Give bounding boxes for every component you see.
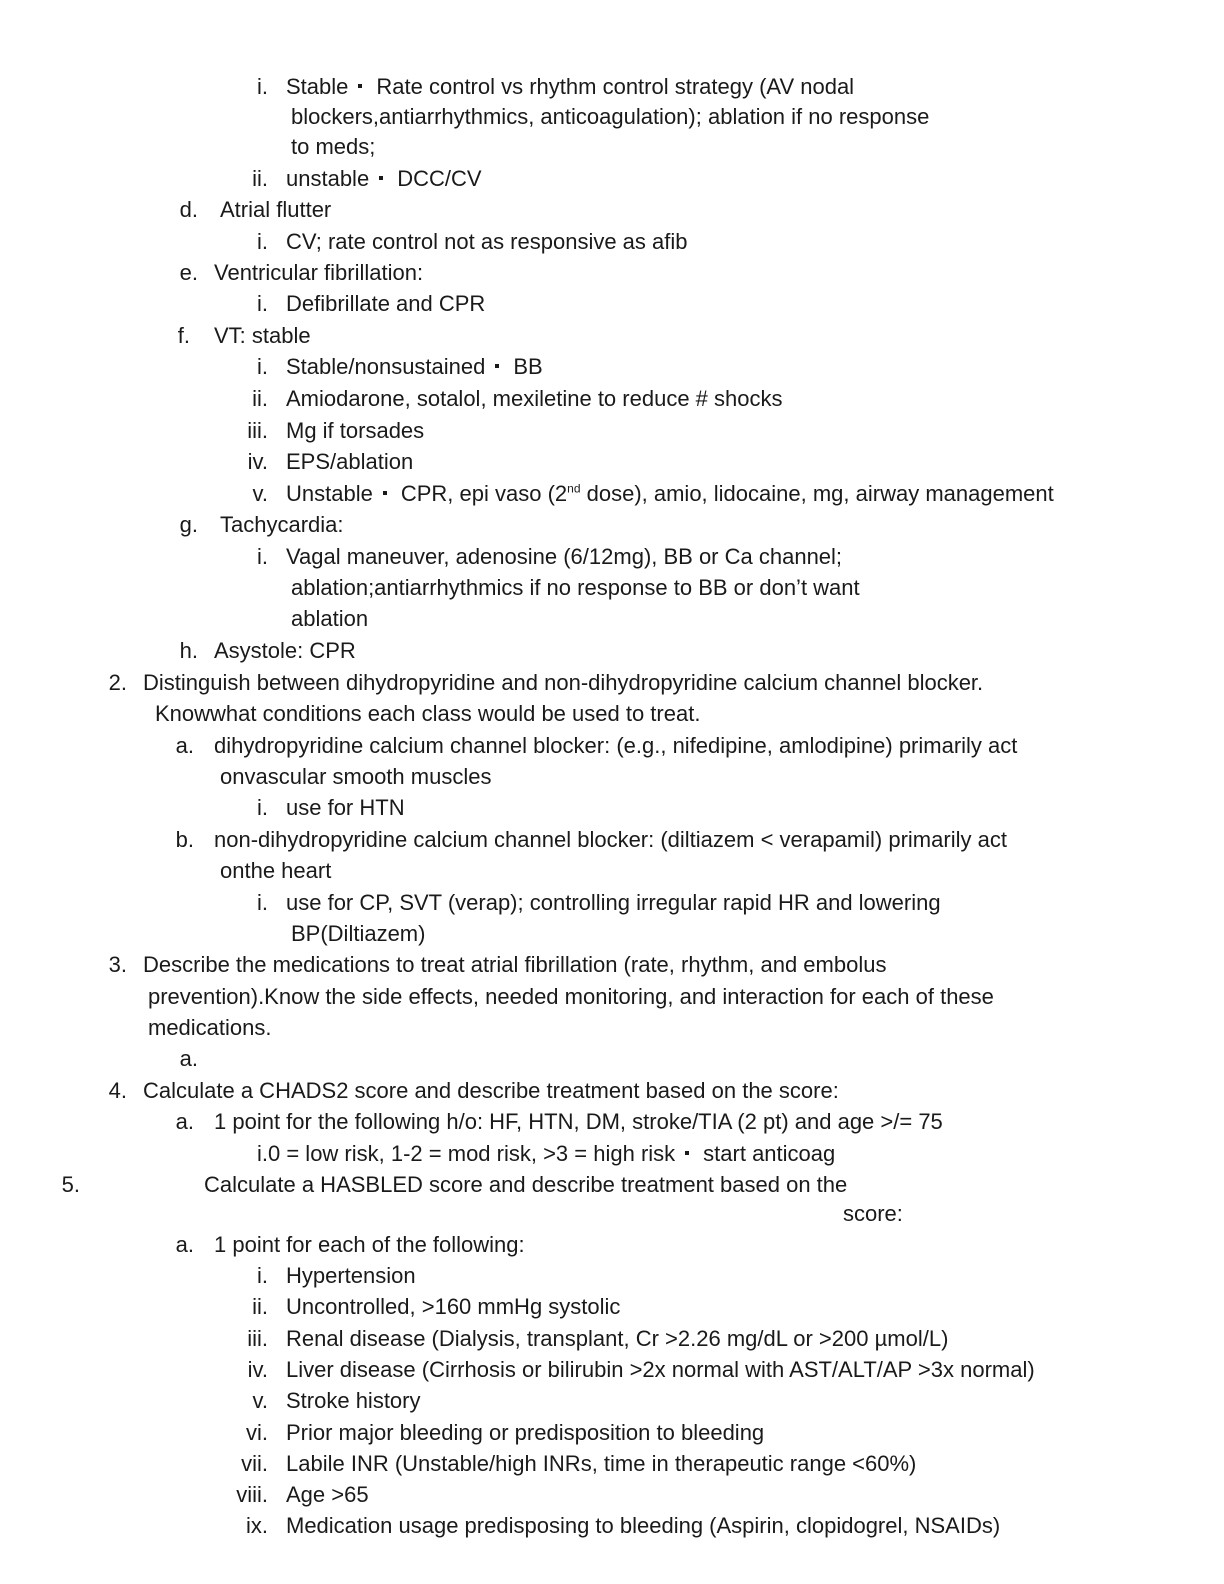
list-item: Labile INR (Unstable/high INRs, time in therapeutic range <60%) xyxy=(286,1451,917,1476)
list-item: 1 point for each of the following: xyxy=(214,1232,525,1257)
list-item-continuation: ablation;antiarrhythmics if no response to BB or don’t want xyxy=(291,575,860,600)
list-marker: i. xyxy=(257,229,268,254)
list-item: use for HTN xyxy=(286,795,405,820)
list-marker: i. xyxy=(257,1141,268,1166)
list-item: Age >65 xyxy=(286,1482,369,1507)
list-marker: iv. xyxy=(247,1357,268,1382)
list-marker: 5. xyxy=(61,1172,80,1197)
bullet-icon xyxy=(383,491,387,495)
list-item-continuation: prevention).Know the side effects, needed monitoring, and interaction for each of these xyxy=(148,984,994,1009)
list-item-continuation: BP(Diltiazem) xyxy=(291,921,426,946)
list-marker: i. xyxy=(257,544,268,569)
list-item: Unstable CPR, epi vaso (2nd dose), amio, lidocaine, mg, airway management xyxy=(286,481,1054,506)
list-item-continuation: onthe heart xyxy=(220,858,332,883)
list-marker: a. xyxy=(175,1232,194,1257)
list-marker: i. xyxy=(257,354,268,379)
list-item: Amiodarone, sotalol, mexiletine to reduce # shocks xyxy=(286,386,783,411)
list-item: Calculate a CHADS2 score and describe treatment based on the score: xyxy=(143,1078,839,1103)
list-marker: ii. xyxy=(252,166,268,191)
list-marker: v. xyxy=(252,1388,268,1413)
list-item-continuation: ablation xyxy=(291,606,369,631)
list-marker: a. xyxy=(175,1109,194,1134)
list-marker: 4. xyxy=(108,1078,127,1103)
list-item: Liver disease (Cirrhosis or bilirubin >2x normal with AST/ALT/AP >3x normal) xyxy=(286,1357,1035,1382)
list-item: use for CP, SVT (verap); controlling irregular rapid HR and lowering xyxy=(286,890,941,915)
list-marker: vii. xyxy=(241,1451,268,1476)
list-item-continuation: medications. xyxy=(148,1015,272,1040)
list-marker: v. xyxy=(252,481,268,506)
list-item: Vagal maneuver, adenosine (6/12mg), BB or Ca channel; xyxy=(286,544,843,569)
list-marker: vi. xyxy=(246,1420,268,1445)
list-item: VT: stable xyxy=(214,323,311,348)
list-item: dihydropyridine calcium channel blocker: (e.g., nifedipine, amlodipine) primarily act xyxy=(214,733,1018,758)
list-item-continuation: blockers,antiarrhythmics, anticoagulation); ablation if no response xyxy=(291,104,930,129)
list-item: Stable Rate control vs rhythm control strategy (AV nodal xyxy=(286,74,855,99)
list-item-continuation: Knowwhat conditions each class would be used to treat. xyxy=(155,701,701,726)
list-marker: iii. xyxy=(247,1326,268,1351)
list-item: Uncontrolled, >160 mmHg systolic xyxy=(286,1294,621,1319)
list-item: Medication usage predisposing to bleeding (Aspirin, clopidogrel, NSAIDs) xyxy=(286,1513,1001,1538)
list-marker: i. xyxy=(257,890,268,915)
list-marker: ii. xyxy=(252,386,268,411)
list-marker: viii. xyxy=(236,1482,268,1507)
bullet-icon xyxy=(685,1151,689,1155)
list-marker: ix. xyxy=(246,1513,268,1538)
bullet-icon xyxy=(495,364,499,368)
bullet-icon xyxy=(379,176,383,180)
list-item: unstable DCC/CV xyxy=(286,166,482,191)
list-item: Hypertension xyxy=(286,1263,416,1288)
list-marker: a. xyxy=(175,733,194,758)
list-marker: i. xyxy=(257,795,268,820)
list-item: Stroke history xyxy=(286,1388,421,1413)
list-marker: b. xyxy=(175,827,194,852)
list-marker: iii. xyxy=(247,418,268,443)
list-item-continuation: onvascular smooth muscles xyxy=(220,764,492,789)
list-marker: i. xyxy=(257,291,268,316)
list-marker: i. xyxy=(257,74,268,99)
list-item: Distinguish between dihydropyridine and non-dihydropyridine calcium channel blocker. xyxy=(143,670,984,695)
list-item-continuation: to meds; xyxy=(291,134,376,159)
list-marker: a. xyxy=(179,1046,198,1071)
list-item: Ventricular fibrillation: xyxy=(214,260,424,285)
list-item: Calculate a HASBLED score and describe treatment based on the xyxy=(204,1172,848,1197)
list-item: CV; rate control not as responsive as afib xyxy=(286,229,688,254)
list-item: Atrial flutter xyxy=(220,197,332,222)
list-marker: g. xyxy=(179,512,198,537)
list-item: Stable/nonsustained BB xyxy=(286,354,543,379)
list-item: 0 = low risk, 1-2 = mod risk, >3 = high risk start anticoag xyxy=(268,1141,836,1166)
list-marker: i. xyxy=(257,1263,268,1288)
list-item: Asystole: CPR xyxy=(214,638,356,663)
list-item: Defibrillate and CPR xyxy=(286,291,486,316)
list-marker: ii. xyxy=(252,1294,268,1319)
list-item: 1 point for the following h/o: HF, HTN, DM, stroke/TIA (2 pt) and age >/= 75 xyxy=(214,1109,943,1134)
list-marker: 2. xyxy=(108,670,127,695)
list-item: Tachycardia: xyxy=(220,512,344,537)
list-item: non-dihydropyridine calcium channel blocker: (diltiazem < verapamil) primarily act xyxy=(214,827,1007,852)
list-marker: e. xyxy=(179,260,198,285)
list-marker: iv. xyxy=(247,449,268,474)
bullet-icon xyxy=(358,84,362,88)
list-marker: d. xyxy=(179,197,198,222)
list-item: Describe the medications to treat atrial fibrillation (rate, rhythm, and embolus xyxy=(143,952,887,977)
list-item-continuation: score: xyxy=(843,1201,903,1226)
list-item: Prior major bleeding or predisposition to bleeding xyxy=(286,1420,765,1445)
list-marker: f. xyxy=(177,323,190,348)
list-marker: h. xyxy=(179,638,198,663)
list-item: EPS/ablation xyxy=(286,449,414,474)
list-marker: 3. xyxy=(108,952,127,977)
list-item: Mg if torsades xyxy=(286,418,425,443)
list-item: Renal disease (Dialysis, transplant, Cr >2.26 mg/dL or >200 µmol/L) xyxy=(286,1326,949,1351)
